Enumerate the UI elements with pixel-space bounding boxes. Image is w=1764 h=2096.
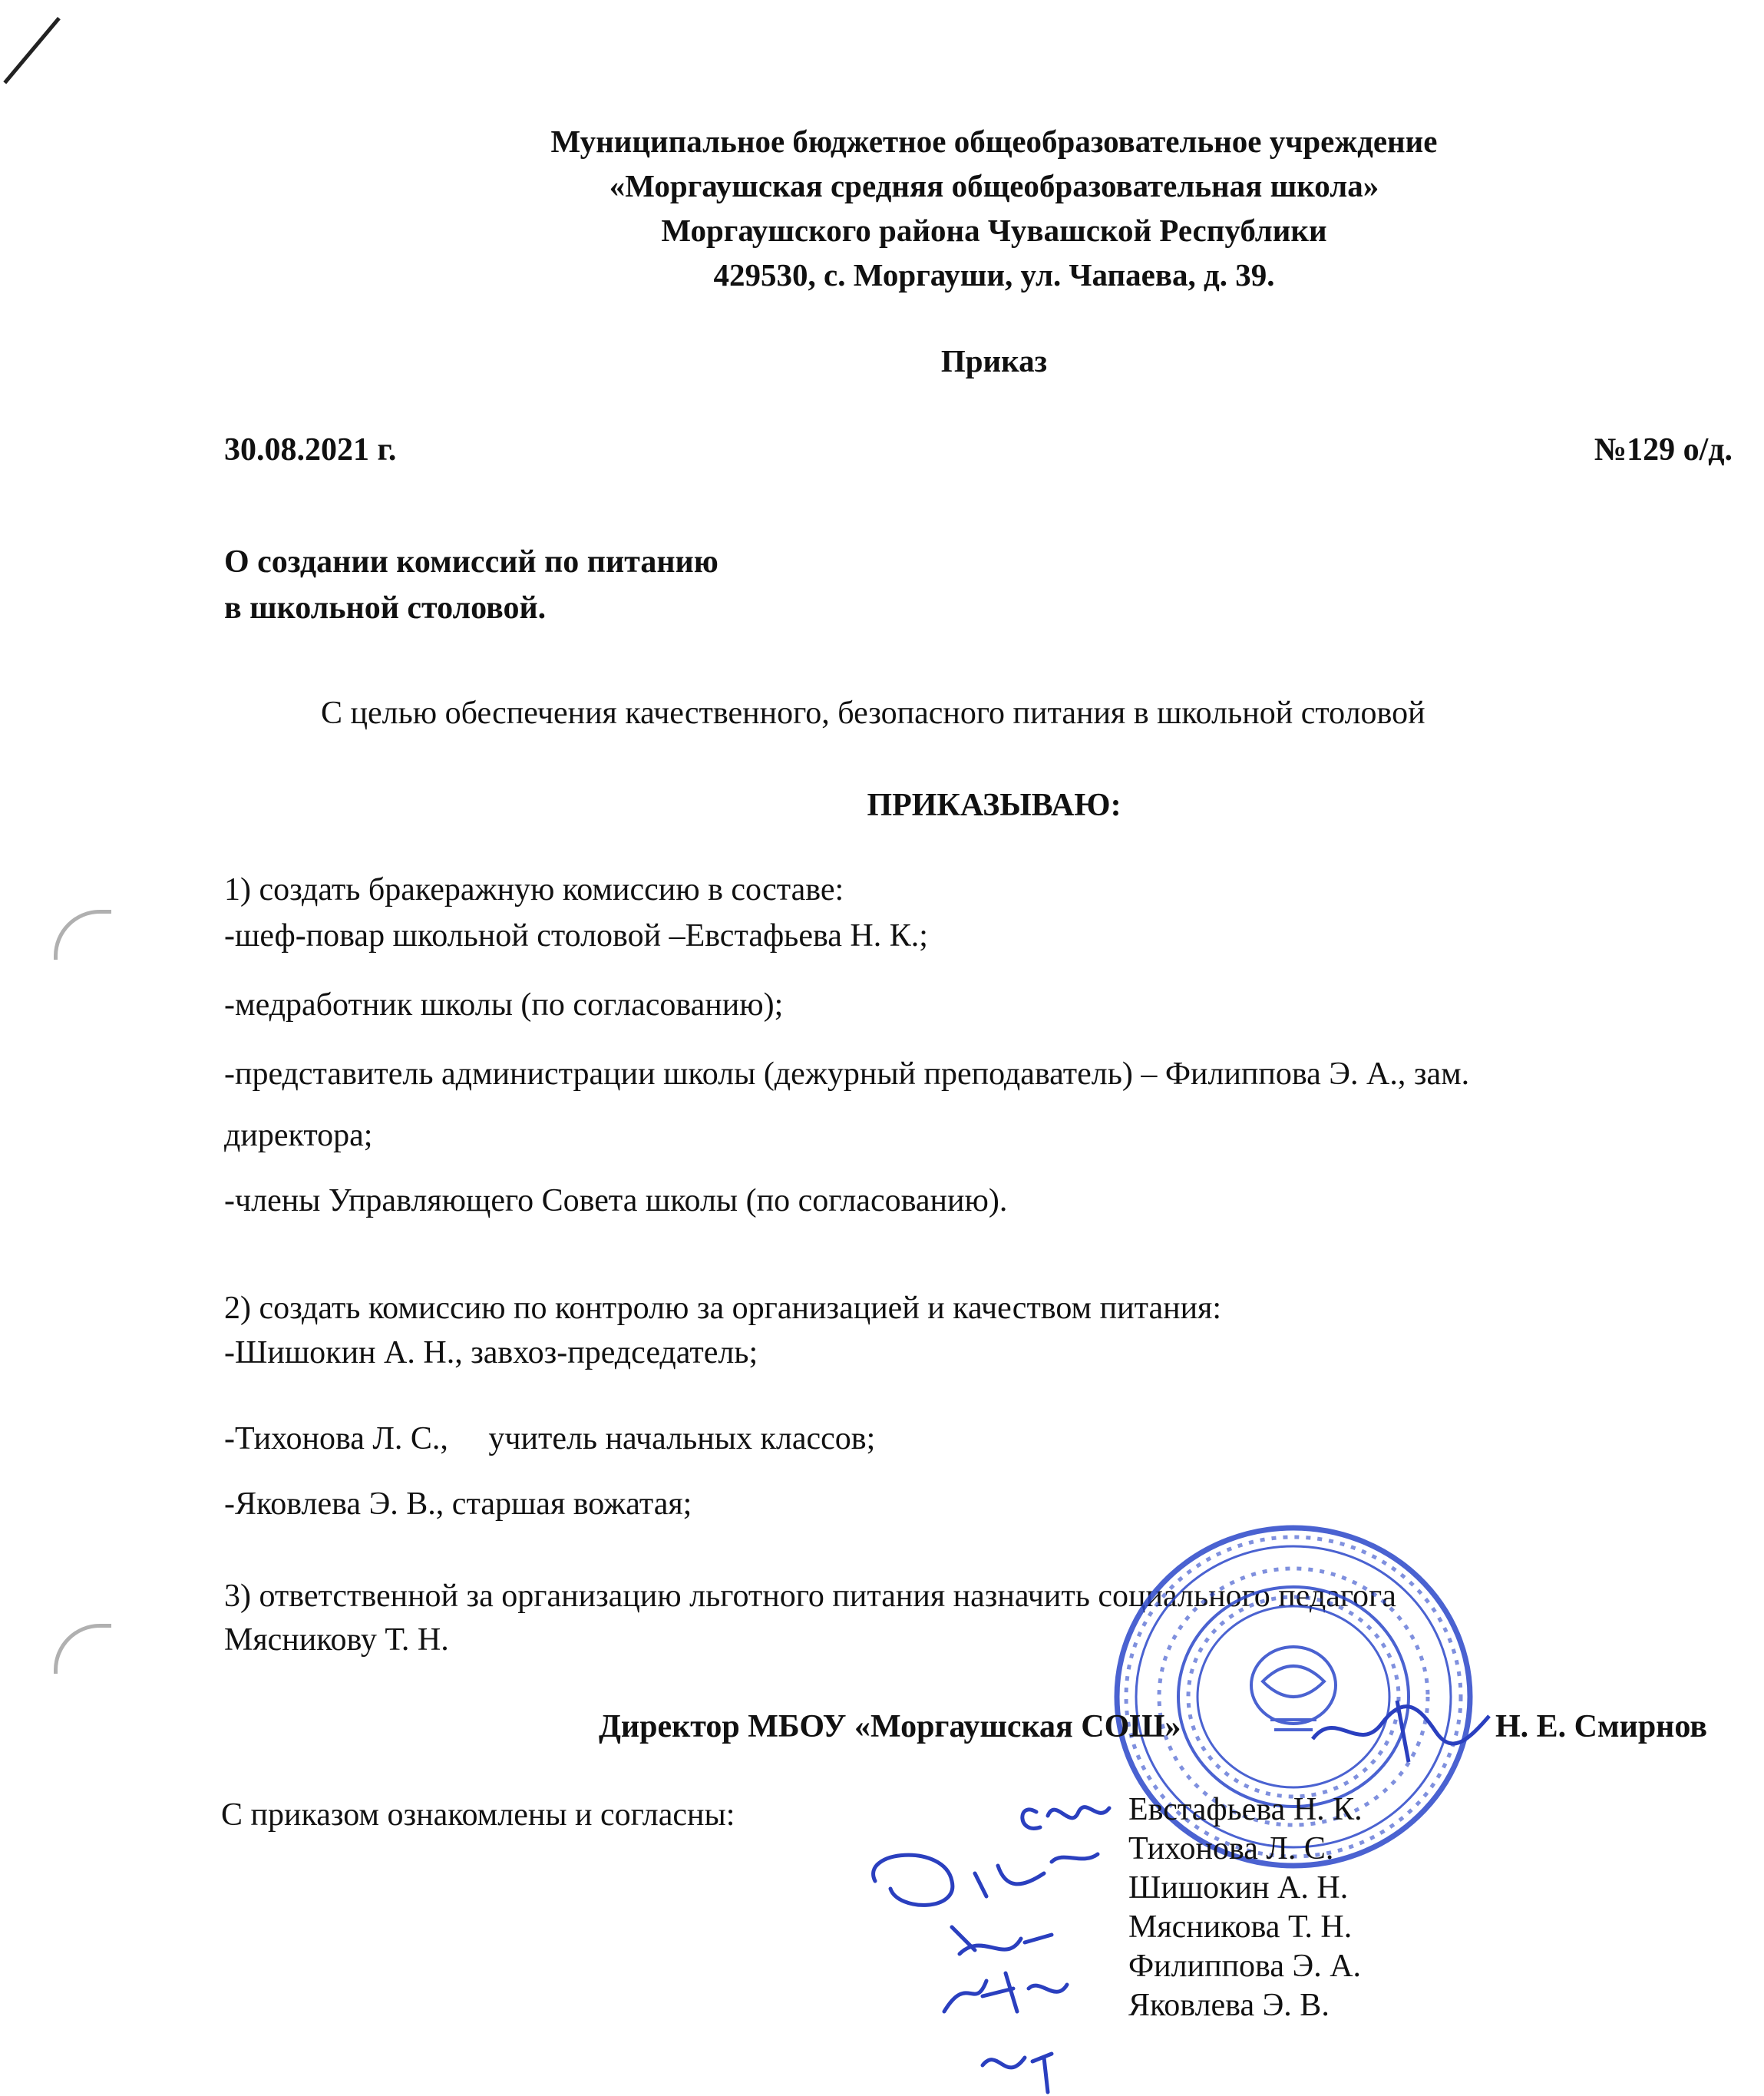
item2-member: -Яковлева Э. В., старшая вожатая; <box>224 1486 692 1522</box>
director-signature <box>1305 1685 1497 1770</box>
org-name-line2: «Моргаушская средняя общеобразовательная школа» <box>609 168 1379 203</box>
item1-member: директора; <box>224 1118 373 1153</box>
org-address: 429530, с. Моргауши, ул. Чапаева, д. 39. <box>713 257 1275 293</box>
item2-member: -Шишокин А. Н., завхоз-председатель; <box>224 1335 758 1370</box>
acknowledged-name: Яковлева Э. В. <box>1128 1988 1330 2023</box>
item1-member: -медработник школы (по согласованию); <box>224 987 784 1023</box>
order-date: 30.08.2021 г. <box>224 432 397 468</box>
acknowledged-names-list <box>1128 1790 1363 2025</box>
order-word: ПРИКАЗЫВАЮ: <box>867 788 1121 823</box>
item2-member: -Тихонова Л. С., учитель начальных классов; <box>224 1421 876 1456</box>
doc-type-title: Приказ <box>940 343 1048 379</box>
item3-line1: 3) ответственной за организацию льготного питания назначить социального педагога <box>224 1579 1396 1614</box>
acknowledged-name: Филиппова Э. А. <box>1128 1949 1362 1984</box>
order-number: №129 о/д. <box>1594 432 1733 468</box>
acknowledged-name: Евстафьева Н. К. <box>1128 1792 1363 1827</box>
acknowledged-name: Мясникова Т. Н. <box>1128 1909 1353 1945</box>
signer-position: Директор МБОУ «Моргаушская СОШ» <box>599 1709 1181 1744</box>
acknowledged-name: Тихонова Л. С. <box>1128 1831 1334 1866</box>
item1-member: -члены Управляющего Совета школы (по согласованию). <box>224 1183 1008 1218</box>
item3-line2: Мясникову Т. Н. <box>224 1622 449 1658</box>
item1-title: 1) создать бракеражную комиссию в составе: <box>224 872 844 907</box>
acknowledged-name: Шишокин А. Н. <box>1128 1870 1349 1906</box>
scan-mark <box>3 17 61 84</box>
item1-member: -шеф-повар школьной столовой –Евстафьева Н. К.; <box>224 918 928 954</box>
punch-hole-mark <box>54 910 111 960</box>
org-name-line3: Моргаушского района Чувашской Республики <box>661 213 1327 248</box>
subject-line1: О создании комиссий по питанию <box>224 544 718 580</box>
preamble: С целью обеспечения качественного, безопасного питания в школьной столовой <box>321 696 1425 731</box>
org-name-line1: Муниципальное бюджетное общеобразовательное учреждение <box>550 124 1438 159</box>
subject-line2: в школьной столовой. <box>224 590 547 626</box>
item2-title: 2) создать комиссию по контролю за организацией и качеством питания: <box>224 1291 1222 1326</box>
employee-signatures <box>852 1781 1128 2096</box>
punch-hole-mark <box>54 1624 111 1674</box>
signer-name: Н. Е. Смирнов <box>1495 1709 1708 1744</box>
item1-member: -представитель администрации школы (дежурный преподаватель) – Филиппова Э. А., зам. <box>224 1056 1470 1092</box>
acknowledged-label: С приказом ознакомлены и согласны: <box>221 1797 735 1833</box>
